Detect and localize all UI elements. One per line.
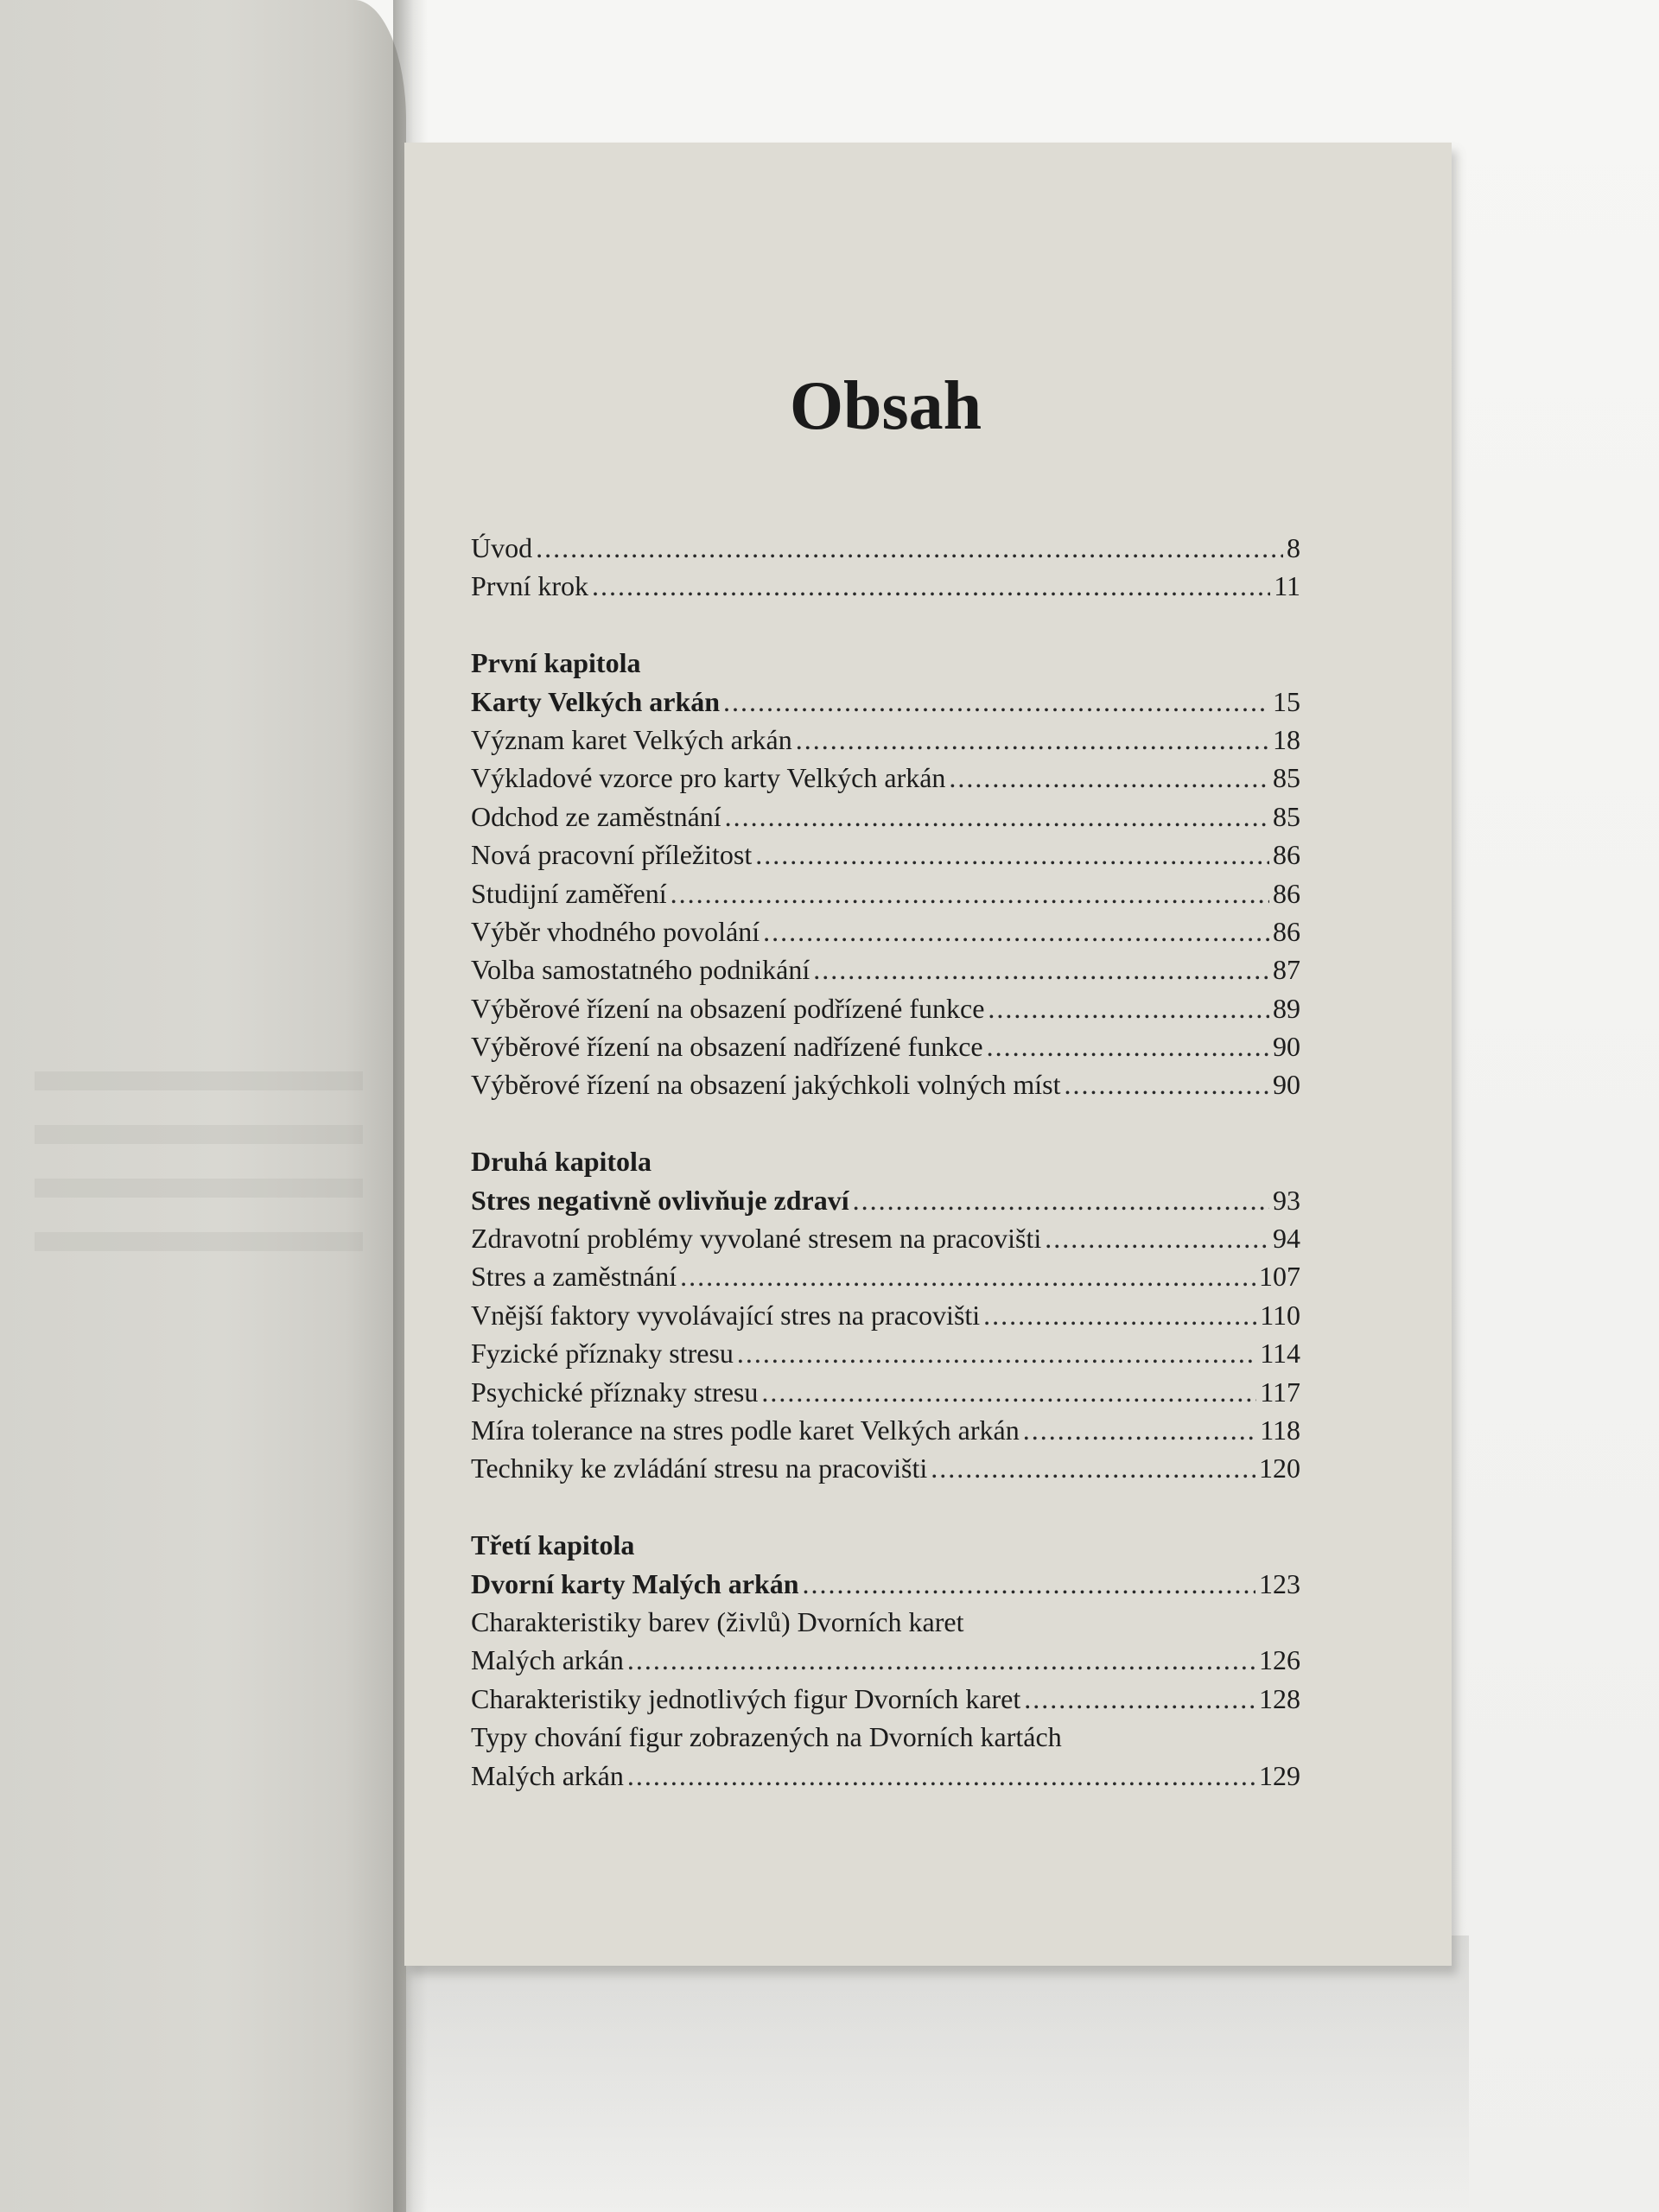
toc-entry [471, 1641, 1300, 1679]
dot-leader [1045, 1219, 1269, 1257]
toc-entry-label: Studijní zaměření [471, 877, 667, 909]
toc-entry [471, 874, 1300, 912]
dot-leader [755, 836, 1269, 874]
toc-entry [471, 798, 1300, 836]
toc-entry-page: 86 [1273, 839, 1300, 871]
toc-entry [471, 759, 1300, 797]
dot-leader [949, 759, 1269, 797]
toc-entry-label: Nová pracovní příležitost [471, 839, 753, 871]
toc-entry-page: 129 [1259, 1759, 1300, 1791]
left-page [0, 0, 406, 2212]
dot-leader [1024, 1680, 1255, 1718]
toc-entry-label: První krok [471, 570, 588, 602]
left-page-show-through-lines [35, 1037, 363, 1286]
toc-entry [471, 1373, 1300, 1411]
dot-leader [680, 1257, 1255, 1295]
toc-entry-page: 90 [1273, 1069, 1300, 1101]
toc-entry-label: Charakteristiky jednotlivých figur Dvorních karet [471, 1682, 1021, 1714]
toc-entry-label: Dvorní karty Malých arkán [471, 1567, 799, 1599]
toc-entry-page: 85 [1273, 762, 1300, 794]
toc-entry-label: Techniky ke zvládání stresu na pracovišti [471, 1452, 928, 1484]
dot-leader [813, 950, 1269, 988]
chapter-title-entry [471, 683, 1300, 721]
dot-leader [761, 1373, 1256, 1411]
toc-entry-label: Karty Velkých arkán [471, 685, 721, 717]
toc-entry [471, 950, 1300, 988]
chapter-title-entry [471, 1565, 1300, 1603]
toc-entry [471, 1219, 1300, 1257]
toc-entry-label: Typy chování figur zobrazených na Dvorních kartách [471, 1721, 1062, 1753]
toc-entry-continuation: Malých arkán [471, 1759, 624, 1791]
dot-leader [803, 1565, 1255, 1603]
toc-entry-page: 86 [1273, 877, 1300, 909]
toc-entry-label: Vnější faktory vyvolávající stres na pracovišti [471, 1299, 981, 1331]
dot-leader [737, 1334, 1256, 1372]
page-title: Obsah [789, 368, 982, 444]
toc-entry [471, 836, 1300, 874]
toc-entry-page: 118 [1260, 1414, 1300, 1446]
toc-entry-page: 11 [1274, 570, 1300, 602]
toc-entry-label: Úvod [471, 532, 533, 563]
toc-entry-page: 86 [1273, 915, 1300, 947]
toc-entry-label: Fyzické příznaky stresu [471, 1338, 734, 1370]
dot-leader [725, 798, 1269, 836]
toc-entry-label: Psychické příznaky stresu [471, 1376, 759, 1408]
dot-leader [763, 912, 1269, 950]
toc-entry [471, 1411, 1300, 1449]
dot-leader [536, 529, 1283, 567]
toc-entry-label: Výběr vhodného povolání [471, 915, 760, 947]
toc-entry-page: 123 [1259, 1567, 1300, 1599]
dot-leader [987, 1027, 1269, 1065]
toc-entry-label: Výkladové vzorce pro karty Velkých arkán [471, 762, 946, 794]
toc-entry-page: 114 [1260, 1338, 1300, 1370]
chapter-heading: První kapitola [471, 647, 641, 679]
dot-leader [1023, 1411, 1256, 1449]
toc-entry-page: 120 [1259, 1452, 1300, 1484]
toc-entry-label: Výběrové řízení na obsazení nadřízené funkce [471, 1031, 983, 1063]
toc-entry-page: 18 [1273, 723, 1300, 755]
dot-leader [723, 683, 1269, 721]
dot-leader [931, 1449, 1255, 1487]
toc-entry-page: 89 [1273, 992, 1300, 1024]
toc-entry [471, 1449, 1300, 1487]
toc-entry-label: Zdravotní problémy vyvolané stresem na pracovišti [471, 1223, 1042, 1255]
dot-leader [627, 1641, 1255, 1679]
toc-entry-page: 128 [1259, 1682, 1300, 1714]
toc-entry-page: 110 [1260, 1299, 1300, 1331]
toc-entry-label: Volba samostatného podnikání [471, 954, 810, 986]
toc-entry-label: Míra tolerance na stres podle karet Velkých arkán [471, 1414, 1020, 1446]
dot-leader [592, 567, 1270, 605]
toc-entry-label: Výběrové řízení na obsazení podřízené funkce [471, 992, 985, 1024]
toc-entry-label: Stres a zaměstnání [471, 1261, 677, 1293]
dot-leader [1064, 1065, 1269, 1103]
toc-entry [471, 1680, 1300, 1718]
dot-leader [983, 1296, 1256, 1334]
toc-entry-page: 90 [1273, 1031, 1300, 1063]
toc-entry-page: 93 [1273, 1184, 1300, 1216]
dot-leader [671, 874, 1269, 912]
toc-entry [471, 567, 1300, 605]
toc-entry-page: 107 [1259, 1261, 1300, 1293]
toc-entry-page: 117 [1260, 1376, 1300, 1408]
toc-entry [471, 1757, 1300, 1795]
dot-leader [853, 1181, 1269, 1219]
toc-entry-page: 15 [1273, 685, 1300, 717]
toc-entry [471, 1027, 1300, 1065]
chapter-heading: Třetí kapitola [471, 1529, 635, 1561]
toc-entry [471, 989, 1300, 1027]
toc-entry-page: 85 [1273, 800, 1300, 832]
book-shadow [259, 1936, 1469, 2212]
toc-entry [471, 912, 1300, 950]
toc-entry-continuation: Malých arkán [471, 1644, 624, 1676]
toc-entry [471, 1296, 1300, 1334]
toc-entry-label: Charakteristiky barev (živlů) Dvorních karet [471, 1605, 964, 1637]
toc-entry-page: 126 [1259, 1644, 1300, 1676]
toc-entry-page: 8 [1287, 532, 1300, 563]
toc-entry [471, 1065, 1300, 1103]
toc-entry [471, 1334, 1300, 1372]
dot-leader [988, 989, 1269, 1027]
dot-leader [796, 721, 1269, 759]
dot-leader [627, 1757, 1255, 1795]
toc-entry-page: 94 [1273, 1223, 1300, 1255]
toc-entry-label: Význam karet Velkých arkán [471, 723, 792, 755]
chapter-title-entry [471, 1181, 1300, 1219]
toc-entry [471, 529, 1300, 567]
toc-entry-label: Výběrové řízení na obsazení jakýchkoli volných míst [471, 1069, 1061, 1101]
toc-entry-label: Stres negativně ovlivňuje zdraví [471, 1184, 849, 1216]
toc-entry-page: 87 [1273, 954, 1300, 986]
chapter-heading: Druhá kapitola [471, 1146, 652, 1178]
toc-entry [471, 1257, 1300, 1295]
toc-entry-label: Odchod ze zaměstnání [471, 800, 721, 832]
toc-entry [471, 721, 1300, 759]
toc-list [471, 529, 1300, 1795]
